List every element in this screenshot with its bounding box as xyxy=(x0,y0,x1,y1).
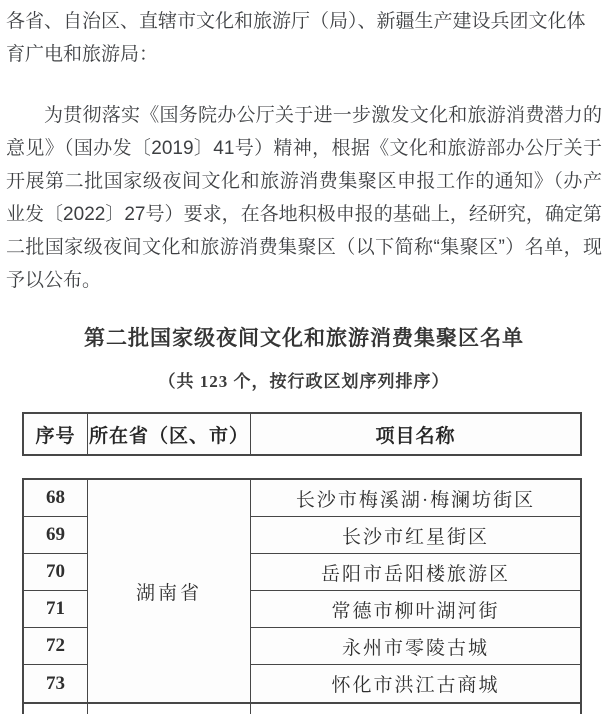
list-title: 第二批国家级夜间文化和旅游消费集聚区名单 xyxy=(84,327,524,350)
notice-paragraph: 为贯彻落实《国务院办公厅关于进一步激发文化和旅游消费潜力的意见》（国办发〔2019〕41号）精神，根据《文化和旅游部办公厅关于开展第二批国家级夜间文化和旅游消费集聚区申报工作的通知》（办产业发〔2022〕27号）要求，在各地积极申报的基础上，经研究，确定第二批国家级夜间文化和旅游消费集聚区（以下简称“集聚区”）名单，现予以公布。 xyxy=(6,105,602,291)
project-cell: 岳阳市岳阳楼旅游区 xyxy=(251,554,580,591)
salutation-text: 各省、自治区、直辖市文化和旅游厅（局）、新疆生产建设兵团文化体育广电和旅游局： xyxy=(6,11,586,65)
table-header-row xyxy=(22,412,582,456)
project-cell: 怀化市洪江古商城 xyxy=(331,675,500,696)
serial-cell: 73 xyxy=(24,665,88,702)
cluster-table xyxy=(22,412,582,714)
next-row-province-stub xyxy=(88,704,251,714)
serial-cell: 68 xyxy=(24,480,88,517)
col-header-serial: 序号 xyxy=(24,414,88,454)
table-section-gap xyxy=(22,456,582,478)
project-cell: 长沙市红星街区 xyxy=(251,517,580,554)
col-header-project: 项目名称 xyxy=(375,425,456,447)
list-subtitle: （共 123 个，按行政区划序列排序） xyxy=(158,372,450,391)
next-row-project-stub xyxy=(251,704,580,714)
next-row-partial xyxy=(22,704,582,714)
project-cell: 常德市柳叶湖河街 xyxy=(251,591,580,628)
col-header-province: 所在省（区、市） xyxy=(88,414,251,454)
next-row-serial-stub xyxy=(24,704,88,714)
serial-cell: 71 xyxy=(24,591,88,628)
project-cell: 长沙市梅溪湖·梅澜坊街区 xyxy=(251,480,580,517)
serial-cell: 69 xyxy=(24,517,88,554)
province-cell: 湖南省 xyxy=(88,480,251,702)
serial-cell: 70 xyxy=(24,554,88,591)
table-body xyxy=(22,478,582,704)
project-cell: 永州市零陵古城 xyxy=(251,628,580,665)
serial-cell: 72 xyxy=(24,628,88,665)
